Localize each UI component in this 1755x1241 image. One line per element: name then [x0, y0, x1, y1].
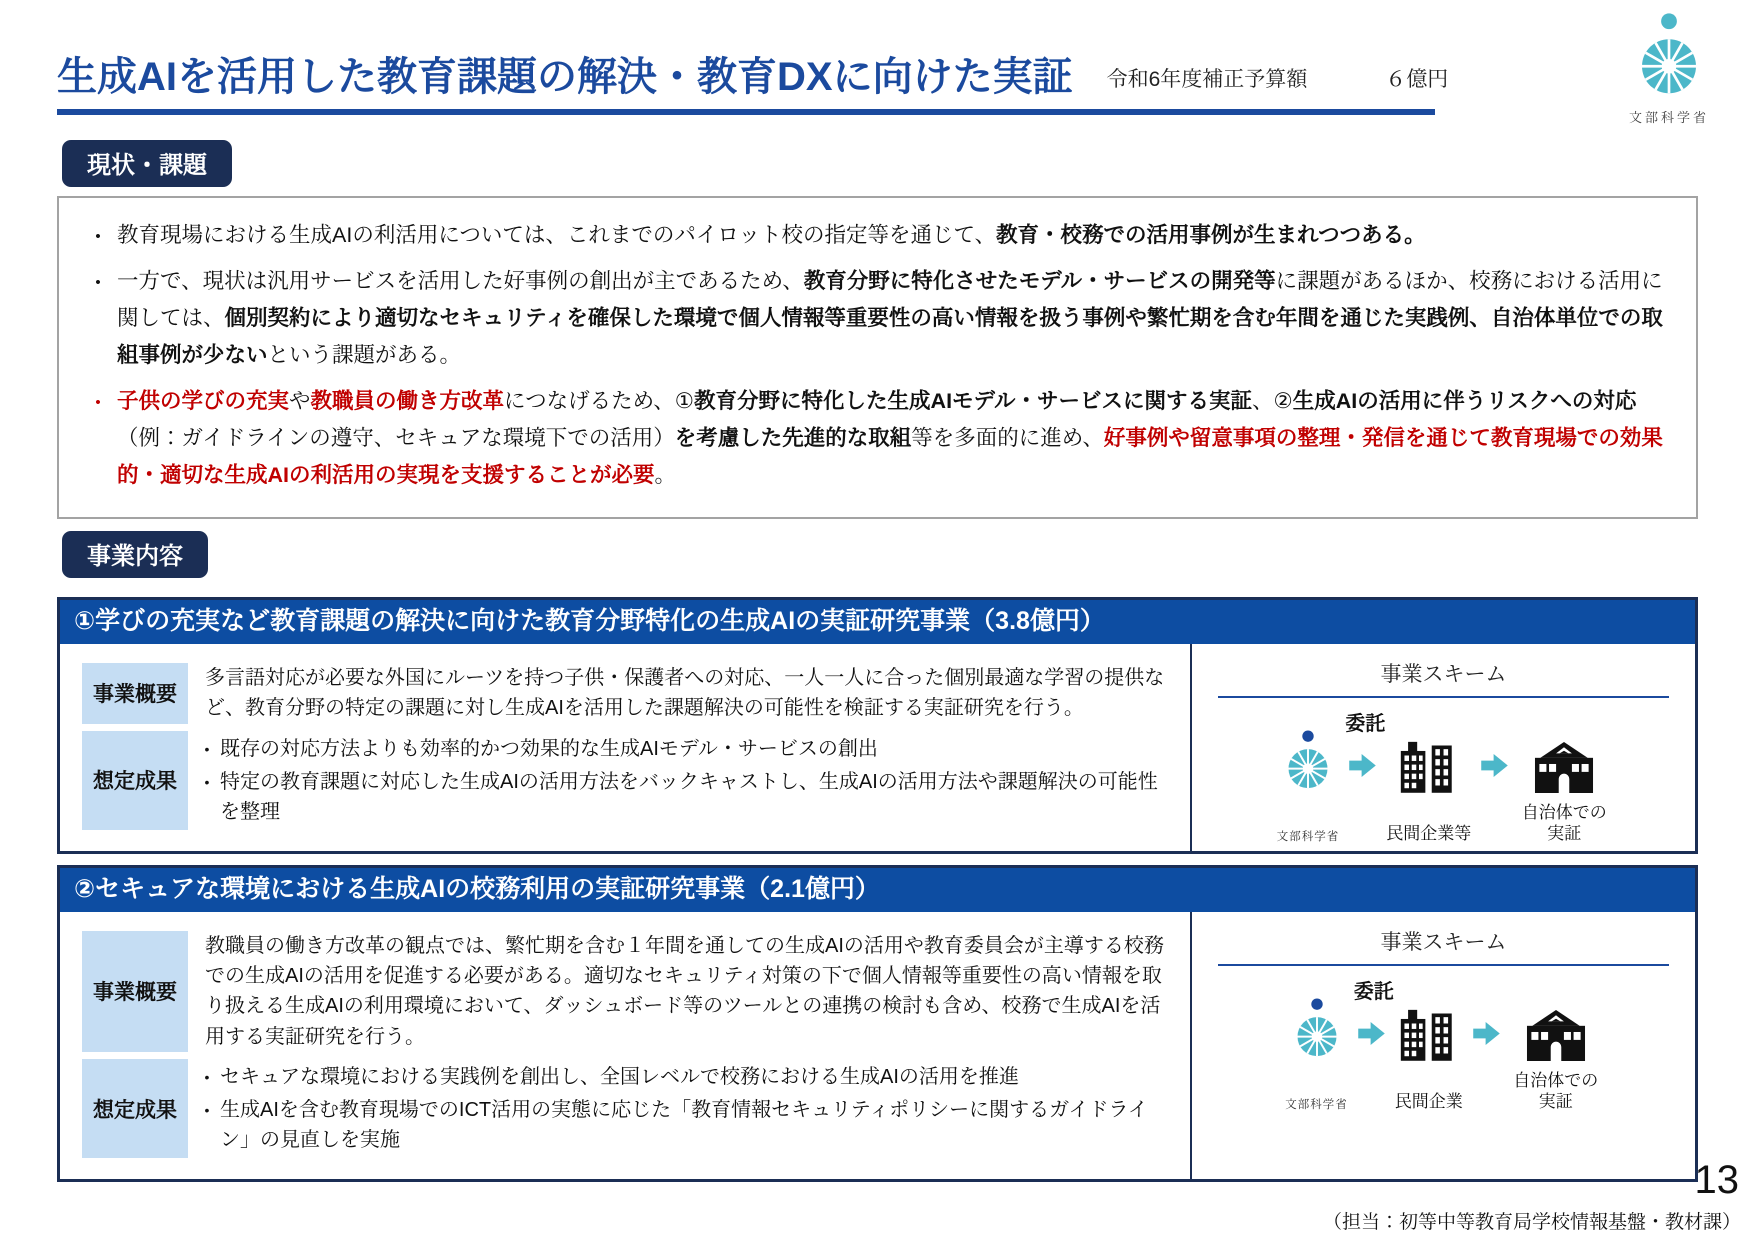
- scheme-title: 事業スキーム: [1218, 658, 1669, 698]
- list-item: [194, 1095, 1176, 1155]
- scheme-node3-label: 自治体での実証: [1513, 1070, 1599, 1111]
- bullet-marker: •: [204, 1102, 210, 1119]
- scheme-node2-label: 民間企業: [1394, 1091, 1463, 1111]
- mext-logo: [1609, 10, 1729, 126]
- overview-label: 事業概要: [82, 663, 188, 724]
- bullet-marker: •: [95, 273, 101, 291]
- status-bullet-3: [79, 383, 1670, 494]
- mext-logo-icon: [1282, 728, 1334, 798]
- program-1-scheme: [1190, 644, 1695, 851]
- budget-amount: ６億円: [1385, 68, 1449, 91]
- outcome-text: 生成AIを含む教育現場でのICT活用の実態に応じた「教育情報セキュリティポリシーに関するガイドライン」の見直しを実施: [220, 1099, 1148, 1152]
- arrow-right-icon: [1473, 1022, 1500, 1045]
- municipality-node: [1533, 742, 1595, 798]
- text-segment: 。: [654, 462, 677, 487]
- mext-logo-icon: [1633, 87, 1705, 104]
- buildings-icon: [1399, 1006, 1459, 1066]
- credit-line: （担当：初等中等教育局学校情報基盤・教材課）: [1322, 1212, 1741, 1233]
- list-item: [194, 1062, 1176, 1092]
- mext-node: [1282, 728, 1334, 798]
- outcome-text: 既存の対応方法よりも効率的かつ効果的な生成AIモデル・サービスの創出: [220, 737, 878, 760]
- overview-text: 多言語対応が必要な外国にルーツを持つ子供・保護者への対応、一人一人に合った個別最適な学習の提供など、教育分野の特定の課題に対し生成AIを活用した課題解決の可能性を検証する実証研究を行う。: [205, 666, 1165, 720]
- mext-node: [1291, 996, 1343, 1066]
- outcome-list: [188, 731, 1176, 830]
- outcome-text: 特定の教育課題に対応した生成AIの活用方法をバックキャストし、生成AIの活用方法や課題解決の可能性を整理: [220, 770, 1158, 823]
- text-segment: （例：ガイドラインの遵守、セキュアな環境下での活用）: [117, 425, 675, 450]
- status-bullet-1: [79, 217, 1670, 254]
- flow-arrow: [1481, 754, 1508, 782]
- program-1-header: ①学びの充実など教育課題の解決に向けた教育分野特化の生成AIの実証研究事業（3.8億円）: [60, 600, 1695, 644]
- overview-text: 教職員の働き方改革の観点では、繁忙期を含む１年間を通しての生成AIの活用や教育委員会が主導する校務での生成AIの活用を促進する必要がある。適切なセキュリティ対策の下で個人情報等重要性の高い情報を取り扱える生成AIの利用環境において、ダッシュボード等のツールとの連携の検討も含め、校務で生成AIを活用する実証研究を行う。: [205, 934, 1164, 1048]
- budget-info: [1107, 63, 1449, 100]
- text-segment: という課題がある。: [267, 342, 462, 367]
- consign-label: 委託: [1353, 980, 1394, 1003]
- text-segment: 、②: [1251, 388, 1293, 413]
- text-segment: 教職員の働き方改革: [310, 388, 505, 413]
- outcome-label: 想定成果: [82, 1059, 188, 1158]
- program-section-1: [57, 597, 1698, 854]
- text-segment: 教育・校務での活用事例が生まれつつある。: [996, 223, 1426, 247]
- scheme-node1-label: 文部科学省: [1276, 830, 1340, 843]
- page-number: 13: [1694, 1158, 1739, 1202]
- text-segment: に課題があるほか、校務における活用に関しては、: [117, 268, 1663, 330]
- bullet-marker: •: [204, 740, 210, 757]
- scheme-node3-label: 自治体での実証: [1521, 802, 1607, 844]
- text-segment: や: [289, 388, 311, 413]
- program-2-header: ②セキュアな環境における生成AIの校務利用の実証研究事業（2.1億円）: [60, 868, 1695, 912]
- consign-arrow: [1353, 980, 1394, 1050]
- list-item: [194, 734, 1176, 764]
- status-bullet-2: [79, 263, 1670, 374]
- flow-arrow: [1473, 1022, 1500, 1050]
- status-box: [57, 196, 1698, 519]
- text-segment: につなげるため、①: [504, 388, 695, 413]
- text-segment: を考慮した先進的な取組: [674, 425, 912, 450]
- status-badge: 現状・課題: [62, 140, 232, 187]
- outcome-text: セキュアな環境における実践例を創出し、全国レベルで校務における生成AIの活用を推進: [220, 1066, 1019, 1089]
- program-1-outcome-row: [82, 731, 1176, 830]
- content-badge: 事業内容: [62, 531, 208, 578]
- text-segment: 子供の学びの充実: [117, 388, 290, 413]
- text-segment: 教育分野に特化させたモデル・サービスの開発等: [803, 268, 1276, 293]
- text-segment: 生成AIの活用に伴うリスクへの対応: [1292, 388, 1637, 413]
- program-2-overview-row: [82, 931, 1176, 1053]
- bullet-marker: •: [95, 228, 101, 245]
- buildings-icon: [1399, 738, 1459, 798]
- consign-arrow: [1345, 712, 1386, 782]
- scheme-node1-label: 文部科学省: [1285, 1098, 1348, 1111]
- arrow-right-icon: [1358, 1022, 1385, 1045]
- municipality-node: [1525, 1010, 1587, 1066]
- list-item: [194, 767, 1176, 827]
- scheme-diagram: [1208, 712, 1679, 845]
- consign-label: 委託: [1345, 712, 1386, 735]
- outcome-list: [188, 1059, 1176, 1158]
- page-title: 生成AIを活用した教育課題の解決・教育DXに向けた実証: [57, 55, 1073, 99]
- bullet-marker: •: [95, 393, 101, 411]
- program-2-outcome-row: [82, 1059, 1176, 1158]
- scheme-title: 事業スキーム: [1218, 926, 1669, 966]
- bullet-marker: •: [204, 773, 210, 790]
- school-icon: [1533, 742, 1595, 798]
- text-segment: 教育分野に特化した生成AIモデル・サービスに関する実証: [694, 388, 1252, 413]
- arrow-right-icon: [1481, 754, 1508, 777]
- program-1-overview-row: [82, 663, 1176, 724]
- arrow-right-icon: [1349, 754, 1376, 777]
- text-segment: 一方で、現状は汎用サービスを活用した好事例の創出が主であるため、: [117, 268, 804, 293]
- program-2-scheme: [1190, 912, 1695, 1180]
- overview-label: 事業概要: [82, 931, 188, 1053]
- company-node: [1399, 1006, 1459, 1066]
- text-segment: 好事例や留意事項の整理・発信を通じて教育現場での効果的・適切な生成AIの利活用の実現を支援することが必要: [117, 425, 1663, 487]
- outcome-label: 想定成果: [82, 731, 188, 830]
- text-segment: 個別契約により適切なセキュリティを確保した環境で個人情報等重要性の高い情報を扱う事例や繁忙期を含む年間を通じた実践例、自治体単位での取組事例が少ない: [117, 305, 1663, 367]
- program-section-2: [57, 865, 1698, 1183]
- company-node: [1399, 738, 1459, 798]
- bullet-marker: •: [204, 1069, 210, 1086]
- title-underline: [57, 109, 1435, 115]
- mext-logo-text: 文部科学省: [1628, 110, 1709, 125]
- text-segment: 等を多面的に進め、: [911, 425, 1104, 450]
- scheme-diagram: [1208, 980, 1679, 1113]
- header: [57, 54, 1709, 125]
- text-segment: 教育現場における生成AIの利活用については、これまでのパイロット校の指定等を通じて、: [117, 223, 997, 247]
- mext-logo-icon: [1291, 996, 1343, 1066]
- scheme-node2-label: 民間企業等: [1386, 824, 1472, 844]
- budget-label: 令和6年度補正予算額: [1106, 68, 1308, 91]
- school-icon: [1525, 1010, 1587, 1066]
